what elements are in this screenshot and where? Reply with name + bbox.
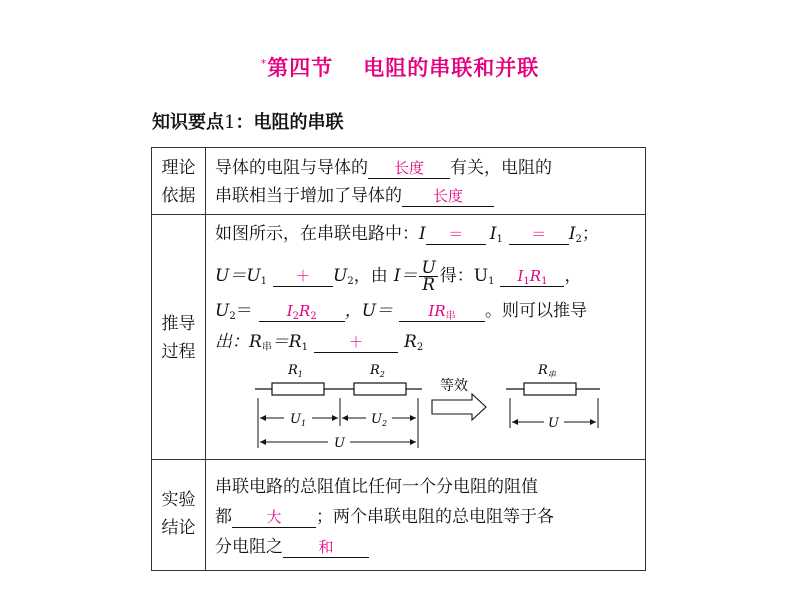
ohm-fraction: $\frac{U}{R}$ [421, 258, 436, 295]
derivation-line-3: $U_2= I_2R_2$ ，$U= IR_串$ 。则可以推导 [215, 301, 588, 322]
derivation-line-2: $U=U_1 + U_2$，由 I＝ $\frac{U}{R}$ 得：$U_1$ $I_1R_1$ ， [215, 258, 582, 295]
answer-blank: 长度 [402, 186, 494, 207]
row-label-derivation [152, 310, 205, 366]
answer-blank: 长度 [368, 158, 450, 179]
conclusion-line-2: 都 大 ；两个串联电阻的总电阻等于各 [215, 507, 554, 527]
label-line-2: 结论 [161, 518, 196, 538]
row-label-theory [152, 154, 205, 210]
series-circuit-diagram [250, 362, 610, 462]
label-line-2: 过程 [161, 342, 196, 362]
section-topic: 电阻的串联和并联 [363, 56, 540, 80]
derivation-line-4: 出：$R_串=R_1 + R_2$ [215, 332, 424, 353]
section-title [0, 52, 800, 82]
resistor-r2 [354, 383, 406, 395]
resistor-r1 [272, 383, 324, 395]
theory-line-1: 导体的电阻与导体的 长度 有关，电阻的 [215, 158, 552, 178]
answer-blank: 和 [283, 537, 369, 558]
answer-blank: ＝ [426, 224, 486, 245]
label-line-1: 推导 [161, 314, 196, 334]
u-right-label: U [548, 416, 559, 431]
knowledge-point-heading [152, 108, 343, 134]
r1-label: $R_1$ [288, 363, 303, 379]
answer-blank: $I_1R_1$ [500, 266, 564, 287]
kp-prefix: 知识要点 [152, 112, 224, 133]
answer-blank: 大 [232, 507, 316, 528]
label-line-2: 依据 [161, 186, 196, 206]
kp-number: 1 [224, 112, 236, 133]
resistor-series [524, 383, 576, 395]
u2-label: $U_2$ [371, 412, 388, 428]
equivalent-arrow-icon [432, 394, 486, 420]
answer-blank: ＝ [509, 224, 569, 245]
row-divider-1 [152, 214, 645, 215]
answer-blank: ＋ [314, 332, 398, 353]
knowledge-table [151, 147, 646, 571]
equivalent-label: 等效 [440, 378, 468, 394]
section-number: 第四节 [267, 56, 334, 80]
r-series-label: $R_串$ [538, 363, 556, 379]
derivation-line-1: 如图所示，在串联电路中：$I = I_1 = I_2$； [215, 224, 599, 245]
answer-blank: $IR_串$ [399, 301, 485, 322]
row-label-conclusion [152, 486, 205, 542]
conclusion-line-1: 串联电路的总阻值比任何一个分电阻的阻值 [215, 477, 538, 497]
title-star: * [260, 57, 268, 70]
label-line-1: 理论 [161, 158, 196, 178]
r2-label: $R_2$ [370, 363, 385, 379]
kp-topic: ：电阻的串联 [235, 112, 344, 133]
label-line-1: 实验 [161, 490, 196, 510]
column-divider [205, 148, 206, 570]
answer-blank: $I_2R_2$ [259, 301, 345, 322]
conclusion-line-3: 分电阻之 和 [215, 535, 369, 559]
u-total-label: U [334, 436, 345, 451]
u1-label: $U_1$ [290, 412, 307, 428]
answer-blank: ＋ [273, 266, 333, 287]
theory-line-2: 串联相当于增加了导体的 长度 [215, 184, 494, 208]
